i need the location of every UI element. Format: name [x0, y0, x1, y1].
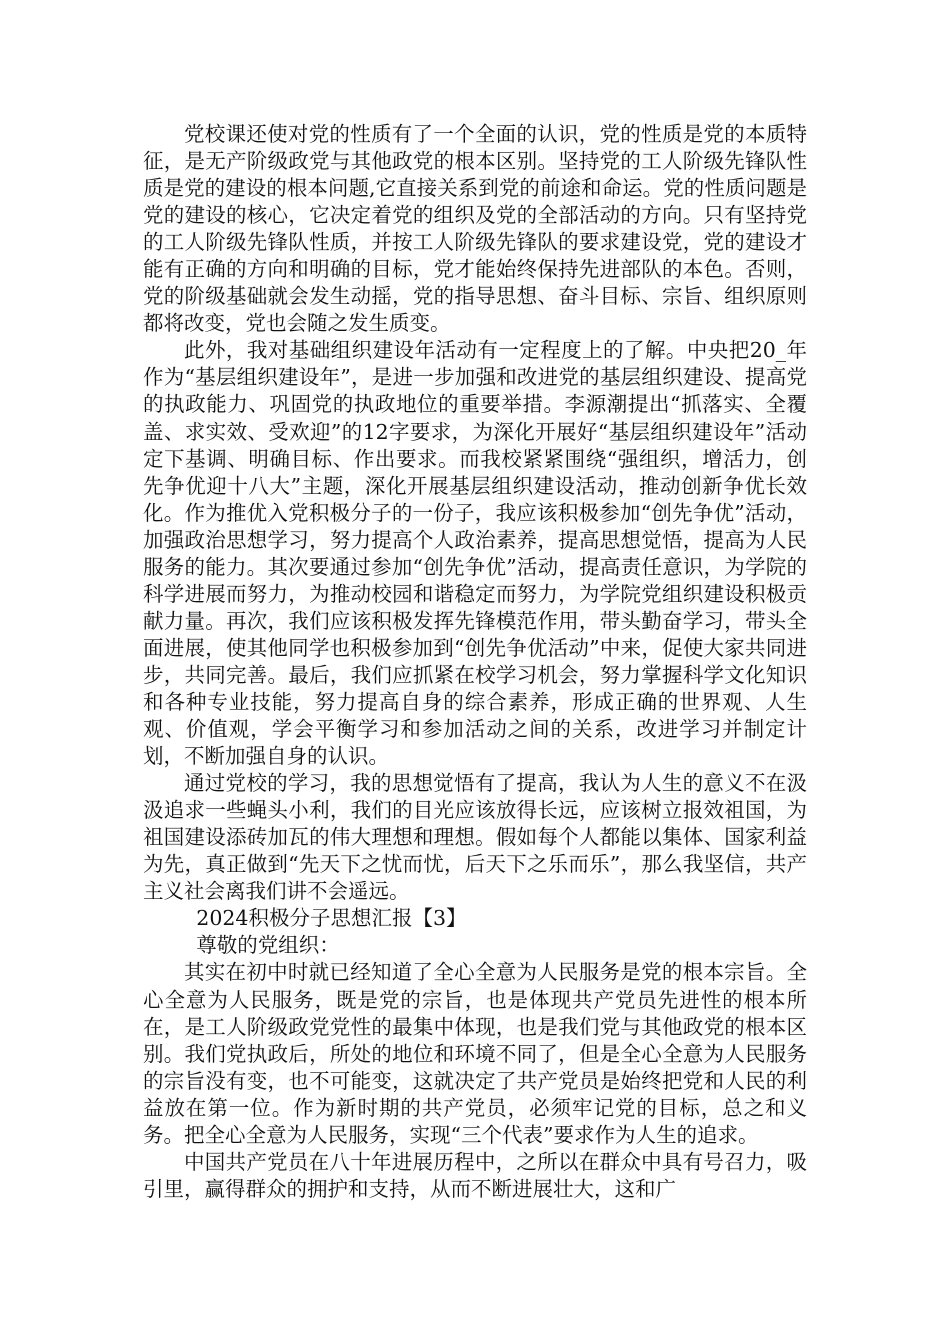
paragraph-serve-the-people: 其实在初中时就已经知道了全心全意为人民服务是党的根本宗旨。全心全意为人民服务，既是党的宗旨，也是体现共产党员先进性的根本所在，是工人阶级政党党性的最集中体现，也是我们党与其他政党的根本区别。我们党执政后，所处的地位和环境不同了，但是全心全意为人民服务的宗旨没有变，也不可能变，这就决定了共产党员是始终把党和人民的利益放在第一位。作为新时期的共产党员，必须牢记党的目标，总之和义务。把全心全意为人民服务，实现“三个代表”要求作为人生的追求。 — [143, 960, 807, 1147]
document-body — [143, 121, 807, 1203]
paragraph-party-nature: 党校课还使对党的性质有了一个全面的认识，党的性质是党的本质特征，是无产阶级政党与其他政党的根本区别。坚持党的工人阶级先锋队性质是党的建设的根本问题,它直接关系到党的前途和命运。党的性质问题是党的建设的核心，它决定着党的组织及党的全部活动的方向。只有坚持党的工人阶级先锋队性质，并按工人阶级先锋队的要求建设党，党的建设才能有正确的方向和明确的目标，党才能始终保持先进部队的本色。否则，党的阶级基础就会发生动摇，党的指导思想、奋斗目标、宗旨、组织原则都将改变，党也会随之发生质变。 — [143, 122, 807, 336]
paragraph-ideological-awareness: 通过党校的学习，我的思想觉悟有了提高，我认为人生的意义不在汲汲追求一些蝇头小利，我们的目光应该放得长远，应该树立报效祖国，为祖国建设添砖加瓦的伟大理想和理想。假如每个人都能以集体、国家利益为先，真正做到“先天下之忧而忧，后天下之乐而乐”，那么我坚信，共产主义社会离我们讲不会遥远。 — [143, 771, 807, 904]
letter-salutation: 尊敬的党组织： — [196, 933, 340, 958]
paragraph-party-history: 中国共产党员在八十年进展历程中，之所以在群众中具有号召力，吸引里，赢得群众的拥护和支持，从而不断进展壮大，这和广 — [143, 1149, 807, 1201]
paragraph-grassroots-organization: 此外，我对基础组织建设年活动有一定程度上的了解。中央把20_年作为“基层组织建设年”，是进一步加强和改进党的基层组织建设、提高党的执政能力、巩固党的执政地位的重要举措。李源潮提出“抓落实、全覆盖、求实效、受欢迎”的12字要求，为深化开展好“基层组织建设年”活动定下基调、明确目标、作出要求。而我校紧紧围绕“强组织，增活力，创先争优迎十八大”主题，深化开展基层组织建设活动，推动创新争优长效化。作为推优入党积极分子的一份子，我应该积极参加“创先争优”活动，加强政治思想学习，努力提高个人政治素养，提高思想觉悟，提高为人民服务的能力。其次要通过参加“创先争优”活动，提高责任意识，为学院的科学进展而努力，为推动校园和谐稳定而努力，为学院党组织建设积极贡献力量。再次，我们应该积极发挥先锋模范作用，带头勤奋学习，带头全面进展，使其他同学也积极参加到“创先争优活动”中来，促使大家共同进步，共同完善。最后，我们应抓紧在校学习机会，努力掌握科学文化知识和各种专业技能，努力提高自身的综合素养，形成正确的世界观、人生观、价值观，学会平衡学习和参加活动之间的关系，改进学习并制定计划，不断加强自身的认识。 — [143, 338, 807, 769]
section-heading: 2024积极分子思想汇报【3】 — [196, 906, 467, 931]
